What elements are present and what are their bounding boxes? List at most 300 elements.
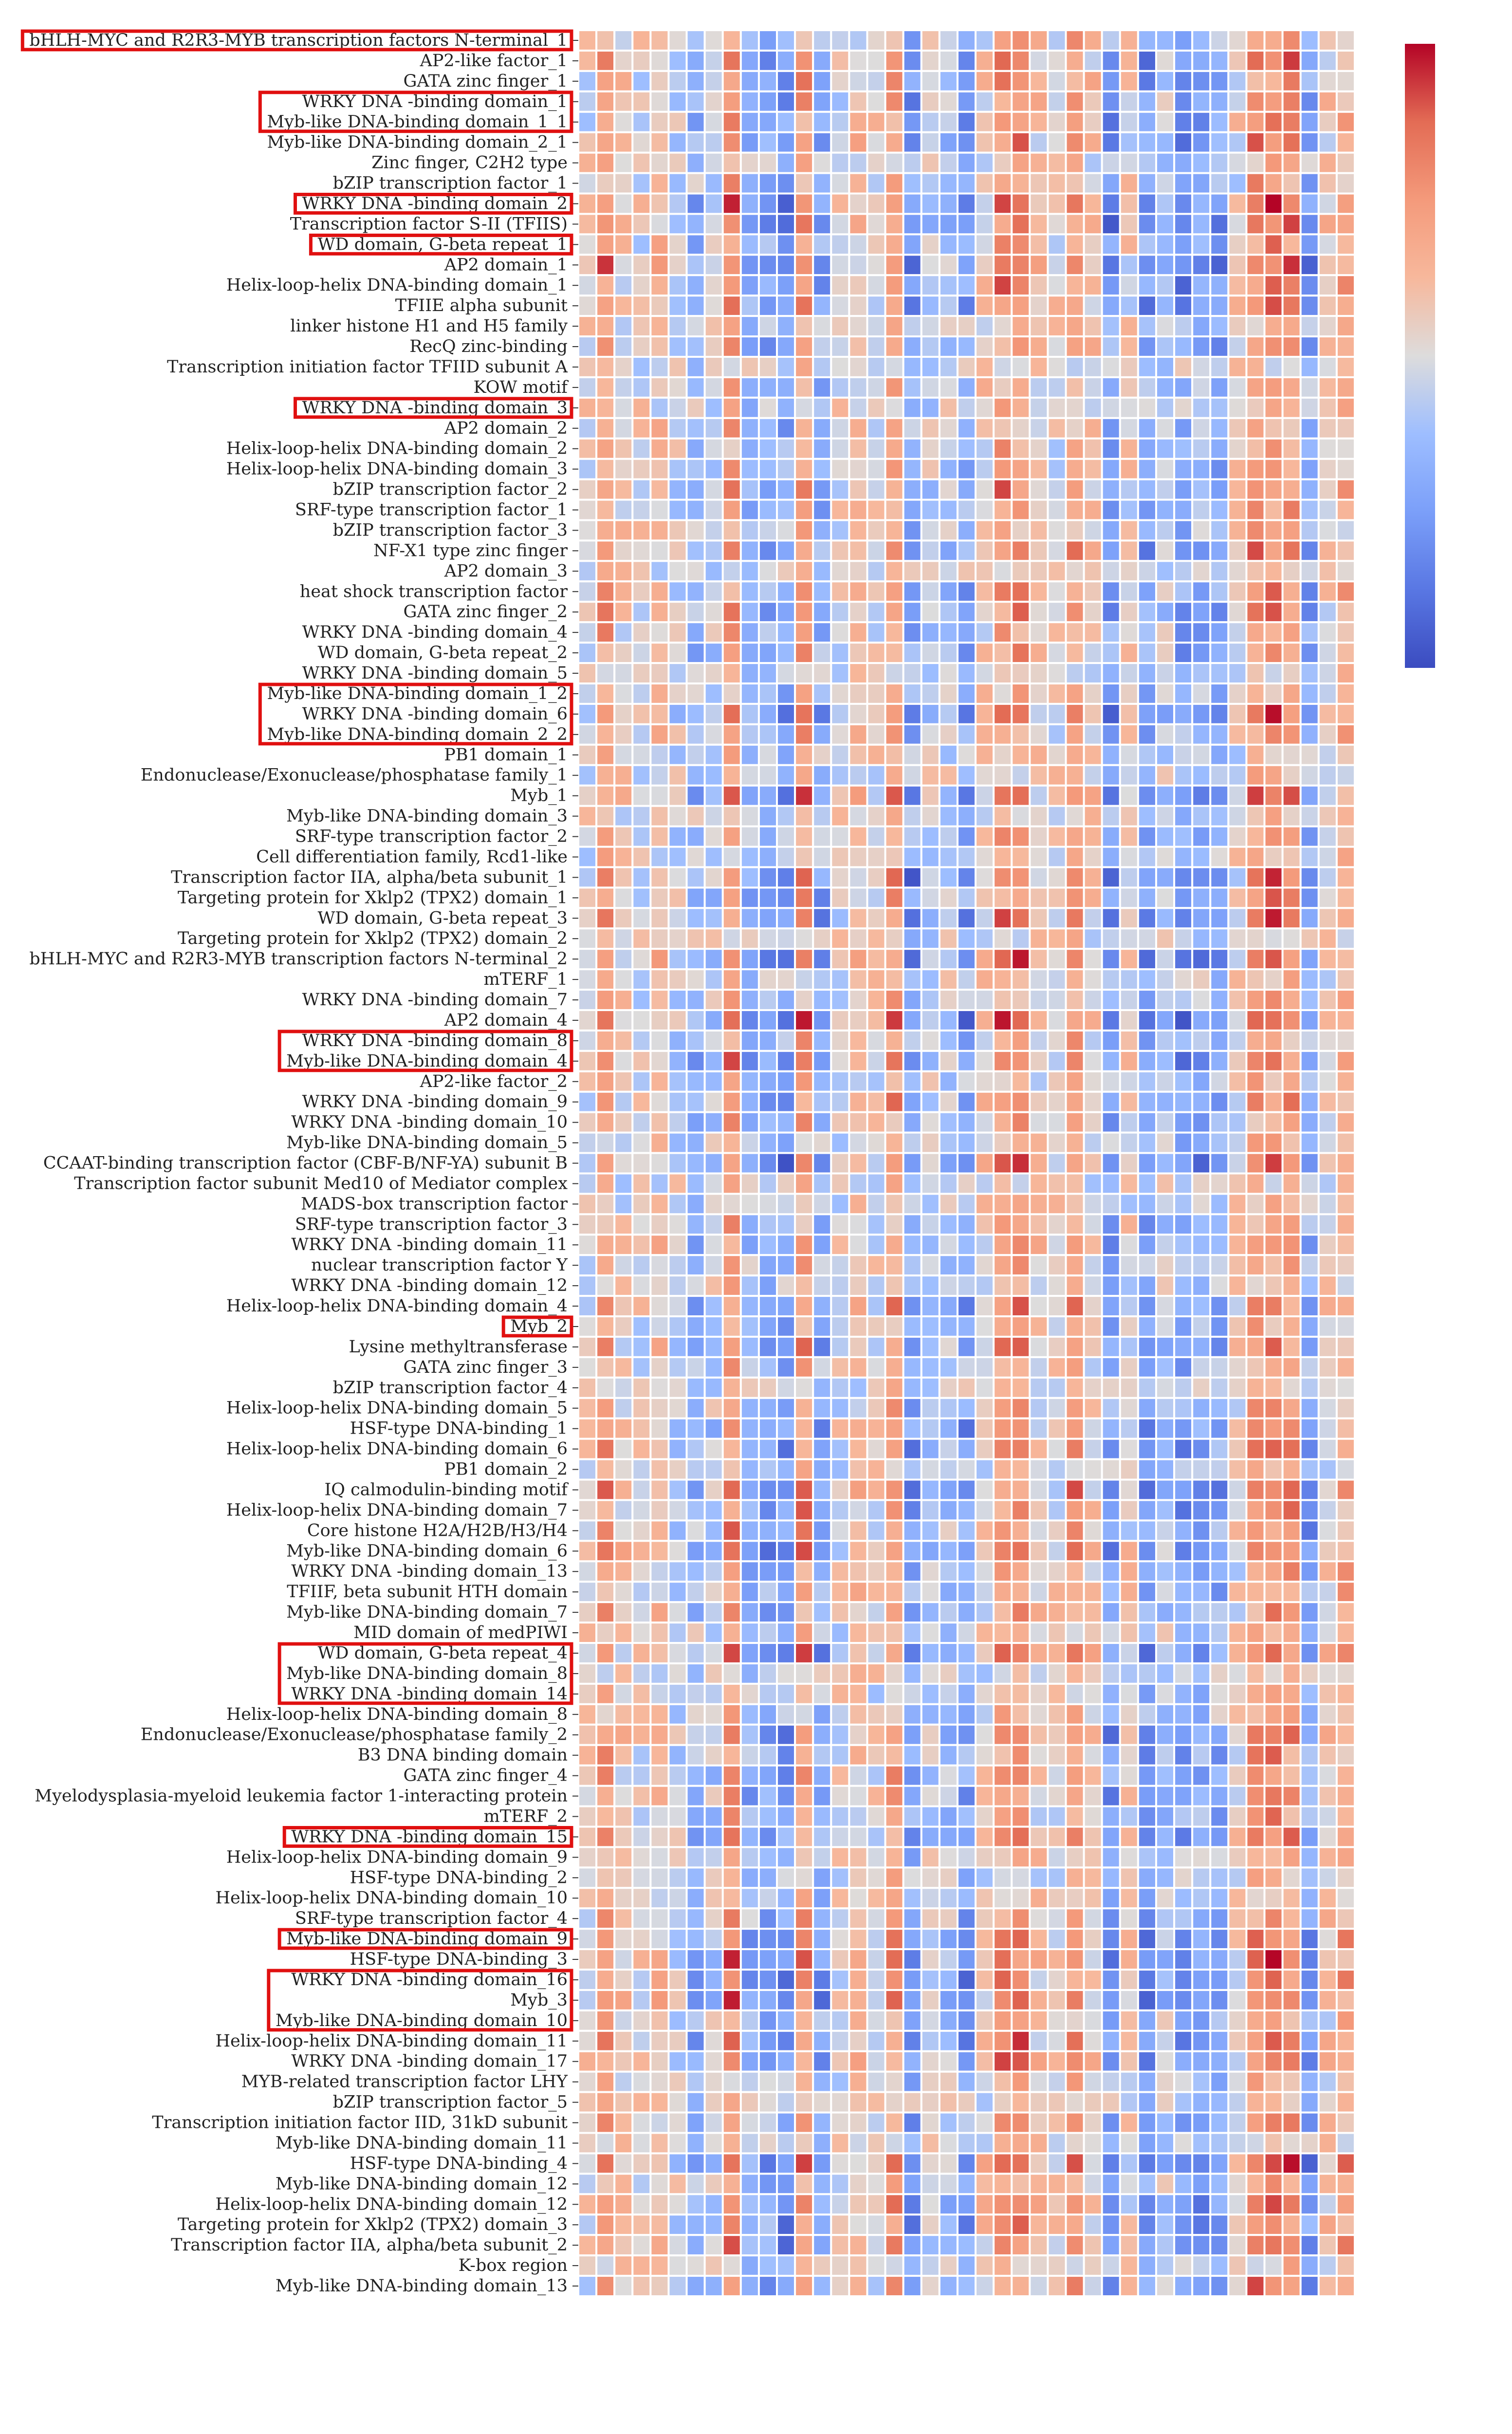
heatmap-cell <box>1265 990 1283 1010</box>
heatmap-cell <box>1228 1051 1246 1071</box>
heatmap-cell <box>958 500 976 520</box>
heatmap-cell <box>1246 1051 1264 1071</box>
heatmap-cell <box>904 234 922 255</box>
heatmap-cell <box>1066 1990 1084 2010</box>
heatmap-cell <box>1319 2214 1337 2235</box>
heatmap-cell <box>958 418 976 439</box>
heatmap-cell <box>922 1582 940 1602</box>
heatmap-cell <box>741 2113 759 2133</box>
heatmap-cell <box>904 887 922 908</box>
heatmap-cell <box>885 786 904 806</box>
heatmap-cell <box>1138 418 1156 439</box>
heatmap-cell <box>650 1378 668 1398</box>
heatmap-cell <box>994 1010 1012 1031</box>
heatmap-cell <box>596 602 614 622</box>
heatmap-cell <box>849 2092 867 2113</box>
heatmap-cell <box>904 2133 922 2154</box>
heatmap-cell <box>1138 255 1156 275</box>
heatmap-cell <box>687 1725 705 1745</box>
heatmap-cell <box>687 786 705 806</box>
heatmap-cell <box>1192 1867 1210 1888</box>
heatmap-cell <box>1138 949 1156 969</box>
heatmap-cell <box>596 520 614 540</box>
heatmap-cell <box>1337 500 1355 520</box>
heatmap-cell <box>1319 2010 1337 2031</box>
heatmap-cell <box>1337 1133 1355 1153</box>
heatmap-cell <box>994 1459 1012 1480</box>
heatmap-cell <box>795 1010 813 1031</box>
heatmap-cell <box>849 1031 867 1051</box>
heatmap-cell <box>904 622 922 643</box>
heatmap-cell <box>1174 949 1192 969</box>
heatmap-cell <box>976 1908 994 1929</box>
heatmap-cell <box>849 908 867 928</box>
heatmap-cell <box>1012 357 1030 377</box>
heatmap-cell <box>596 2051 614 2072</box>
heatmap-cell <box>1138 806 1156 827</box>
heatmap-cell <box>958 786 976 806</box>
heatmap-cell <box>705 2113 723 2133</box>
heatmap-cell <box>849 2174 867 2194</box>
heatmap-cell <box>976 1296 994 1316</box>
heatmap-cell <box>614 1255 632 1275</box>
heatmap-cell <box>650 439 668 459</box>
heatmap-cell <box>1156 1194 1174 1214</box>
heatmap-cell <box>1120 1908 1138 1929</box>
heatmap-cell <box>759 1867 777 1888</box>
heatmap-cell <box>668 847 686 867</box>
heatmap-cell <box>940 643 958 663</box>
heatmap-cell <box>849 928 867 949</box>
heatmap-cell <box>831 1826 849 1847</box>
heatmap-cell <box>1246 1459 1264 1480</box>
heatmap-cell <box>1174 2113 1192 2133</box>
heatmap-cell <box>1102 1520 1120 1541</box>
heatmap-cell <box>741 459 759 479</box>
heatmap-cell <box>723 704 741 724</box>
heatmap-cell <box>668 1888 686 1908</box>
heatmap-cell <box>777 132 795 153</box>
heatmap-cell <box>976 1500 994 1520</box>
heatmap-cell <box>795 2133 813 2154</box>
heatmap-cell <box>741 745 759 765</box>
heatmap-cell <box>1246 51 1264 71</box>
heatmap-cell <box>578 153 596 173</box>
heatmap-cell <box>1030 2153 1048 2174</box>
heatmap-cell <box>1301 806 1319 827</box>
heatmap-cell <box>1228 398 1246 418</box>
heatmap-cell <box>741 949 759 969</box>
heatmap-cell <box>994 418 1012 439</box>
heatmap-cell <box>759 1378 777 1398</box>
heatmap-cell <box>1265 2092 1283 2113</box>
heatmap-cell <box>1301 1275 1319 1296</box>
heatmap-cell <box>1192 2072 1210 2092</box>
heatmap-cell <box>976 234 994 255</box>
heatmap-cell <box>650 1520 668 1541</box>
heatmap-cell <box>759 928 777 949</box>
heatmap-cell <box>1337 1949 1355 1970</box>
heatmap-cell <box>885 1500 904 1520</box>
heatmap-cell <box>1102 71 1120 92</box>
heatmap-cell <box>1174 1847 1192 1867</box>
heatmap-cell <box>1048 643 1066 663</box>
heatmap-cell <box>1102 908 1120 928</box>
heatmap-cell <box>1192 234 1210 255</box>
heatmap-cell <box>849 1520 867 1541</box>
heatmap-cell <box>1265 418 1283 439</box>
heatmap-cell <box>1048 295 1066 316</box>
heatmap-cell <box>1066 1520 1084 1541</box>
heatmap-cell <box>650 316 668 336</box>
heatmap-cell <box>922 827 940 847</box>
heatmap-cell <box>1084 1173 1102 1194</box>
heatmap-cell <box>1138 1520 1156 1541</box>
heatmap-cell <box>723 2133 741 2154</box>
heatmap-cell <box>922 1826 940 1847</box>
heatmap-cell <box>1066 295 1084 316</box>
heatmap-cell <box>795 1296 813 1316</box>
heatmap-cell <box>795 2255 813 2276</box>
heatmap-cell <box>1048 1337 1066 1357</box>
heatmap-cell <box>1066 1031 1084 1051</box>
heatmap-cell <box>632 1378 650 1398</box>
heatmap-cell <box>867 561 885 581</box>
heatmap-cell <box>723 316 741 336</box>
heatmap-cell <box>958 132 976 153</box>
heatmap-cell <box>1210 663 1228 683</box>
heatmap-cell <box>1174 255 1192 275</box>
heatmap-cell <box>831 622 849 643</box>
heatmap-cell <box>1301 418 1319 439</box>
heatmap-cell <box>1048 92 1066 112</box>
heatmap-cell <box>668 683 686 704</box>
heatmap-cell <box>813 1235 831 1255</box>
heatmap-cell <box>849 663 867 683</box>
heatmap-cell <box>849 1235 867 1255</box>
heatmap-cell <box>723 51 741 71</box>
heatmap-cell <box>1138 1908 1156 1929</box>
heatmap-cell <box>1138 2051 1156 2072</box>
heatmap-cell <box>976 398 994 418</box>
heatmap-cell <box>1012 847 1030 867</box>
heatmap-cell <box>578 949 596 969</box>
heatmap-cell <box>1228 92 1246 112</box>
heatmap-cell <box>1048 2113 1066 2133</box>
heatmap-cell <box>849 1561 867 1582</box>
heatmap-cell <box>1319 1153 1337 1174</box>
heatmap-cell <box>867 990 885 1010</box>
heatmap-cell <box>1138 2153 1156 2174</box>
heatmap-cell <box>759 1173 777 1194</box>
heatmap-cell <box>795 2072 813 2092</box>
heatmap-cell <box>1066 500 1084 520</box>
heatmap-cell <box>723 336 741 357</box>
heatmap-cell <box>1192 724 1210 745</box>
heatmap-cell <box>1030 295 1048 316</box>
heatmap-cell <box>1174 1541 1192 1561</box>
row-label: bHLH-MYC and R2R3-MYB transcription factors N-terminal_2 <box>29 949 568 969</box>
heatmap-cell <box>904 1704 922 1725</box>
heatmap-cell <box>632 132 650 153</box>
heatmap-cell <box>632 1929 650 1949</box>
heatmap-cell <box>614 1949 632 1970</box>
heatmap-cell <box>1102 1296 1120 1316</box>
heatmap-cell <box>940 1684 958 1704</box>
heatmap-cell <box>1265 1214 1283 1235</box>
heatmap-cell <box>1012 1194 1030 1214</box>
heatmap-cell <box>723 1847 741 1867</box>
heatmap-cell <box>1048 255 1066 275</box>
heatmap-cell <box>759 316 777 336</box>
heatmap-cell <box>976 867 994 887</box>
heatmap-cell <box>1048 1480 1066 1500</box>
heatmap-cell <box>922 643 940 663</box>
heatmap-cell <box>1210 459 1228 479</box>
heatmap-cell <box>867 255 885 275</box>
heatmap-cell <box>777 1949 795 1970</box>
heatmap-cell <box>867 724 885 745</box>
heatmap-cell <box>1283 234 1301 255</box>
heatmap-cell <box>1138 30 1156 51</box>
heatmap-cell <box>632 928 650 949</box>
heatmap-cell <box>1138 2235 1156 2255</box>
heatmap-cell <box>904 2214 922 2235</box>
heatmap-cell <box>1228 1214 1246 1235</box>
row-label: AP2 domain_4 <box>444 1010 568 1030</box>
heatmap-cell <box>1102 928 1120 949</box>
heatmap-cell <box>831 1459 849 1480</box>
heatmap-cell <box>614 622 632 643</box>
heatmap-cell <box>813 1786 831 1807</box>
heatmap-cell <box>940 418 958 439</box>
heatmap-cell <box>1283 1908 1301 1929</box>
heatmap-cell <box>1174 1071 1192 1092</box>
heatmap-cell <box>1283 1357 1301 1378</box>
heatmap-cell <box>976 112 994 132</box>
heatmap-cell <box>578 173 596 194</box>
heatmap-cell <box>759 214 777 234</box>
heatmap-cell <box>578 663 596 683</box>
heatmap-cell <box>1301 1704 1319 1725</box>
heatmap-cell <box>1265 1173 1283 1194</box>
heatmap-cell <box>813 2092 831 2113</box>
heatmap-cell <box>650 908 668 928</box>
heatmap-cell <box>922 255 940 275</box>
heatmap-cell <box>668 2255 686 2276</box>
heatmap-cell <box>940 255 958 275</box>
heatmap-cell <box>650 1684 668 1704</box>
heatmap-cell <box>885 2133 904 2154</box>
heatmap-cell <box>1301 643 1319 663</box>
heatmap-cell <box>976 71 994 92</box>
heatmap-cell <box>1265 1847 1283 1867</box>
heatmap-cell <box>1246 1807 1264 1827</box>
heatmap-cell <box>1265 847 1283 867</box>
heatmap-cell <box>1228 439 1246 459</box>
heatmap-cell <box>976 908 994 928</box>
heatmap-cell <box>994 765 1012 786</box>
heatmap-cell <box>904 1071 922 1092</box>
heatmap-cell <box>1192 275 1210 295</box>
heatmap-cell <box>1138 1419 1156 1439</box>
heatmap-cell <box>650 581 668 602</box>
heatmap-cell <box>1283 827 1301 847</box>
heatmap-cell <box>976 1459 994 1480</box>
heatmap-cell <box>1120 295 1138 316</box>
heatmap-cell <box>994 316 1012 336</box>
heatmap-cell <box>1030 1725 1048 1745</box>
heatmap-cell <box>904 704 922 724</box>
heatmap-cell <box>1156 2214 1174 2235</box>
heatmap-cell <box>741 1847 759 1867</box>
heatmap-cell <box>1156 1908 1174 1929</box>
heatmap-cell <box>1228 969 1246 990</box>
heatmap-cell <box>1337 1378 1355 1398</box>
heatmap-cell <box>1210 1990 1228 2010</box>
heatmap-cell <box>1210 1010 1228 1031</box>
heatmap-cell <box>849 1867 867 1888</box>
heatmap-cell <box>1210 765 1228 786</box>
heatmap-cell <box>867 1459 885 1480</box>
heatmap-cell <box>1174 806 1192 827</box>
heatmap-cell <box>1048 1786 1066 1807</box>
heatmap-cell <box>777 1867 795 1888</box>
heatmap-cell <box>687 1010 705 1031</box>
heatmap-cell <box>687 1296 705 1316</box>
heatmap-cell <box>759 1949 777 1970</box>
heatmap-cell <box>813 1500 831 1520</box>
heatmap-cell <box>578 765 596 786</box>
heatmap-cell <box>976 336 994 357</box>
heatmap-cell <box>1012 153 1030 173</box>
heatmap-cell <box>1120 561 1138 581</box>
heatmap-cell <box>650 765 668 786</box>
heatmap-cell <box>994 51 1012 71</box>
heatmap-cell <box>1030 357 1048 377</box>
heatmap-cell <box>1120 1847 1138 1867</box>
heatmap-cell <box>994 1153 1012 1174</box>
heatmap-cell <box>1012 1541 1030 1561</box>
heatmap-cell <box>1102 1745 1120 1766</box>
heatmap-cell <box>596 663 614 683</box>
heatmap-cell <box>1048 1704 1066 1725</box>
heatmap-cell <box>614 2113 632 2133</box>
heatmap-cell <box>1030 1867 1048 1888</box>
heatmap-cell <box>759 1663 777 1684</box>
heatmap-cell <box>885 1602 904 1623</box>
heatmap-cell <box>813 336 831 357</box>
heatmap-cell <box>1156 2194 1174 2214</box>
heatmap-cell <box>1156 1541 1174 1561</box>
heatmap-cell <box>668 479 686 500</box>
heatmap-cell <box>904 1663 922 1684</box>
heatmap-cell <box>1174 1439 1192 1459</box>
heatmap-cell <box>632 2051 650 2072</box>
heatmap-cell <box>1337 1459 1355 1480</box>
heatmap-cell <box>705 1520 723 1541</box>
heatmap-cell <box>813 1010 831 1031</box>
heatmap-cell <box>1192 2194 1210 2214</box>
heatmap-cell <box>777 1623 795 1643</box>
heatmap-cell <box>578 2255 596 2276</box>
heatmap-cell <box>705 908 723 928</box>
heatmap-cell <box>795 745 813 765</box>
heatmap-cell <box>1283 2255 1301 2276</box>
heatmap-cell <box>1228 377 1246 398</box>
heatmap-cell <box>1192 316 1210 336</box>
heatmap-cell <box>795 561 813 581</box>
heatmap-cell <box>922 1643 940 1663</box>
heatmap-cell <box>668 1051 686 1071</box>
heatmap-cell <box>759 2255 777 2276</box>
heatmap-cell <box>885 1663 904 1684</box>
heatmap-cell <box>1319 2031 1337 2051</box>
heatmap-cell <box>885 1582 904 1602</box>
heatmap-cell <box>578 1990 596 2010</box>
heatmap-cell <box>1301 908 1319 928</box>
heatmap-cell <box>723 255 741 275</box>
heatmap-cell <box>687 2214 705 2235</box>
heatmap-cell <box>1102 336 1120 357</box>
heatmap-cell <box>1337 1663 1355 1684</box>
heatmap-cell <box>867 1255 885 1275</box>
heatmap-cell <box>1048 1990 1066 2010</box>
heatmap-cell <box>1210 173 1228 194</box>
heatmap-cell <box>777 1010 795 1031</box>
heatmap-cell <box>1174 71 1192 92</box>
heatmap-cell <box>813 51 831 71</box>
row-label: HSF-type DNA-binding_4 <box>350 2154 568 2174</box>
heatmap-cell <box>849 1826 867 1847</box>
heatmap-cell <box>1084 1480 1102 1500</box>
heatmap-cell <box>1048 1316 1066 1337</box>
heatmap-cell <box>1120 1051 1138 1071</box>
heatmap-cell <box>813 1337 831 1357</box>
heatmap-cell <box>650 969 668 990</box>
heatmap-cell <box>1174 173 1192 194</box>
heatmap-cell <box>614 1520 632 1541</box>
heatmap-cell <box>1138 1623 1156 1643</box>
heatmap-cell <box>1156 1643 1174 1663</box>
heatmap-cell <box>759 602 777 622</box>
heatmap-cell <box>813 1623 831 1643</box>
heatmap-cell <box>1319 1929 1337 1949</box>
heatmap-cell <box>1066 1173 1084 1194</box>
heatmap-cell <box>831 1847 849 1867</box>
heatmap-cell <box>1337 71 1355 92</box>
heatmap-cell <box>614 2235 632 2255</box>
heatmap-cell <box>1012 2276 1030 2296</box>
heatmap-cell <box>1030 1337 1048 1357</box>
heatmap-cell <box>1228 275 1246 295</box>
heatmap-cell <box>1192 1194 1210 1214</box>
heatmap-cell <box>1084 92 1102 112</box>
heatmap-cell <box>632 1480 650 1500</box>
row-label: WRKY DNA -binding domain_2 <box>302 194 568 214</box>
heatmap-cell <box>994 1745 1012 1766</box>
heatmap-cell <box>1319 1194 1337 1214</box>
heatmap-cell <box>1120 1888 1138 1908</box>
heatmap-cell <box>1030 867 1048 887</box>
heatmap-cell <box>1066 1092 1084 1112</box>
heatmap-cell <box>741 1194 759 1214</box>
heatmap-cell <box>1138 2174 1156 2194</box>
heatmap-cell <box>1337 704 1355 724</box>
heatmap-cell <box>994 1908 1012 1929</box>
heatmap-cell <box>596 194 614 214</box>
heatmap-cell <box>1048 2072 1066 2092</box>
